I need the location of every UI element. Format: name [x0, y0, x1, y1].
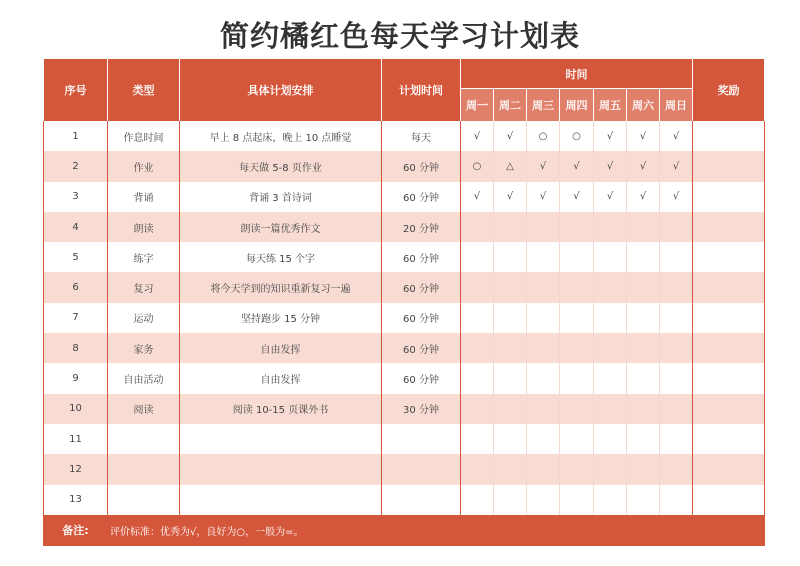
- cell-day-mark: [494, 454, 527, 484]
- cell-day-mark: [560, 212, 594, 242]
- header-index: 序号: [44, 59, 108, 121]
- cell-plan: [180, 485, 382, 515]
- cell-day-mark: √: [627, 182, 660, 212]
- cell-index: 10: [44, 394, 108, 424]
- cell-index: 11: [44, 424, 108, 454]
- cell-type: 作业: [108, 151, 180, 181]
- cell-day-mark: [461, 272, 494, 302]
- cell-day-mark: √: [594, 151, 627, 181]
- cell-reward: [693, 333, 765, 363]
- cell-day-mark: [627, 212, 660, 242]
- cell-index: 7: [44, 303, 108, 333]
- cell-day-mark: √: [560, 151, 594, 181]
- table-row: [44, 454, 765, 484]
- cell-plan: [180, 424, 382, 454]
- cell-day-mark: √: [494, 182, 527, 212]
- cell-day-mark: [660, 333, 693, 363]
- header-plan: 具体计划安排: [180, 59, 382, 121]
- cell-day-mark: [594, 333, 627, 363]
- cell-day-mark: [494, 485, 527, 515]
- cell-reward: [693, 394, 765, 424]
- cell-day-mark: √: [627, 151, 660, 181]
- cell-reward: [693, 363, 765, 393]
- table-row: [44, 272, 765, 302]
- cell-day-mark: [494, 242, 527, 272]
- cell-day-mark: [494, 333, 527, 363]
- cell-day-mark: [527, 303, 560, 333]
- cell-type: 朗读: [108, 212, 180, 242]
- cell-day-mark: [660, 242, 693, 272]
- cell-reward: [693, 121, 765, 151]
- table-row: [44, 424, 765, 454]
- header-day: 周三: [527, 89, 560, 122]
- cell-type: 自由活动: [108, 363, 180, 393]
- cell-day-mark: [494, 394, 527, 424]
- cell-day-mark: √: [560, 182, 594, 212]
- header-duration: 计划时间: [382, 59, 461, 121]
- cell-plan: 朗读一篇优秀作文: [180, 212, 382, 242]
- cell-day-mark: √: [627, 121, 660, 151]
- cell-day-mark: [594, 454, 627, 484]
- cell-day-mark: [660, 394, 693, 424]
- cell-day-mark: [627, 394, 660, 424]
- header-day: 周二: [494, 89, 527, 122]
- cell-day-mark: √: [494, 121, 527, 151]
- table-row: [44, 212, 765, 242]
- header-time: 时间: [461, 59, 693, 89]
- cell-day-mark: [627, 242, 660, 272]
- cell-reward: [693, 151, 765, 181]
- cell-day-mark: [461, 363, 494, 393]
- cell-index: 6: [44, 272, 108, 302]
- cell-day-mark: √: [660, 151, 693, 181]
- cell-duration: 20 分钟: [382, 212, 461, 242]
- cell-day-mark: [627, 303, 660, 333]
- cell-duration: [382, 454, 461, 484]
- cell-day-mark: [560, 454, 594, 484]
- table-row: [44, 333, 765, 363]
- cell-day-mark: [660, 363, 693, 393]
- cell-day-mark: [461, 303, 494, 333]
- table-row: [44, 182, 765, 212]
- cell-index: 13: [44, 485, 108, 515]
- table-row: [44, 303, 765, 333]
- cell-reward: [693, 272, 765, 302]
- cell-day-mark: [494, 424, 527, 454]
- cell-duration: 30 分钟: [382, 394, 461, 424]
- cell-duration: 60 分钟: [382, 272, 461, 302]
- cell-day-mark: √: [461, 121, 494, 151]
- cell-day-mark: ○: [527, 121, 560, 151]
- cell-day-mark: [660, 212, 693, 242]
- cell-day-mark: [627, 272, 660, 302]
- cell-day-mark: ○: [560, 121, 594, 151]
- cell-plan: 背诵 3 首诗词: [180, 182, 382, 212]
- cell-day-mark: [594, 485, 627, 515]
- cell-plan: 阅读 10-15 页课外书: [180, 394, 382, 424]
- cell-type: 复习: [108, 272, 180, 302]
- cell-duration: 60 分钟: [382, 303, 461, 333]
- cell-day-mark: [494, 303, 527, 333]
- header-day: 周一: [461, 89, 494, 122]
- cell-day-mark: √: [527, 182, 560, 212]
- cell-type: [108, 485, 180, 515]
- cell-day-mark: [627, 424, 660, 454]
- cell-duration: 60 分钟: [382, 151, 461, 181]
- cell-day-mark: [560, 363, 594, 393]
- cell-day-mark: √: [660, 121, 693, 151]
- table-header: [44, 59, 765, 121]
- cell-day-mark: [494, 272, 527, 302]
- header-day: 周四: [560, 89, 594, 122]
- cell-type: 练字: [108, 242, 180, 272]
- cell-day-mark: [527, 394, 560, 424]
- cell-day-mark: △: [494, 151, 527, 181]
- cell-reward: [693, 212, 765, 242]
- table-row: [44, 121, 765, 151]
- cell-day-mark: [494, 363, 527, 393]
- cell-type: 家务: [108, 333, 180, 363]
- cell-reward: [693, 182, 765, 212]
- plan-table: [43, 59, 765, 546]
- cell-duration: 60 分钟: [382, 242, 461, 272]
- cell-reward: [693, 424, 765, 454]
- cell-day-mark: [627, 485, 660, 515]
- cell-day-mark: [594, 363, 627, 393]
- cell-day-mark: [660, 485, 693, 515]
- cell-day-mark: [461, 485, 494, 515]
- table-row: [44, 242, 765, 272]
- cell-type: [108, 454, 180, 484]
- cell-day-mark: [527, 363, 560, 393]
- cell-duration: 每天: [382, 121, 461, 151]
- cell-reward: [693, 454, 765, 484]
- cell-duration: 60 分钟: [382, 182, 461, 212]
- cell-plan: 每天做 5-8 页作业: [180, 151, 382, 181]
- cell-index: 4: [44, 212, 108, 242]
- cell-day-mark: [660, 303, 693, 333]
- cell-index: 5: [44, 242, 108, 272]
- cell-index: 3: [44, 182, 108, 212]
- cell-day-mark: √: [527, 151, 560, 181]
- cell-day-mark: [560, 303, 594, 333]
- table-row: [44, 394, 765, 424]
- cell-duration: [382, 424, 461, 454]
- cell-day-mark: [560, 485, 594, 515]
- cell-day-mark: [560, 424, 594, 454]
- cell-day-mark: [461, 212, 494, 242]
- cell-day-mark: [660, 424, 693, 454]
- header-day: 周日: [660, 89, 693, 122]
- cell-day-mark: [627, 454, 660, 484]
- cell-day-mark: [560, 272, 594, 302]
- header-day: 周六: [627, 89, 660, 122]
- cell-duration: 60 分钟: [382, 333, 461, 363]
- cell-index: 8: [44, 333, 108, 363]
- cell-day-mark: [527, 212, 560, 242]
- table-footer: [44, 515, 765, 546]
- cell-reward: [693, 485, 765, 515]
- cell-type: 运动: [108, 303, 180, 333]
- header-reward: 奖励: [693, 59, 765, 121]
- cell-day-mark: [594, 212, 627, 242]
- cell-day-mark: [527, 272, 560, 302]
- cell-day-mark: [660, 272, 693, 302]
- cell-plan: [180, 454, 382, 484]
- cell-plan: 早上 8 点起床，晚上 10 点睡觉: [180, 121, 382, 151]
- cell-plan: 自由发挥: [180, 333, 382, 363]
- cell-day-mark: [527, 485, 560, 515]
- cell-day-mark: √: [660, 182, 693, 212]
- cell-day-mark: [594, 272, 627, 302]
- cell-day-mark: [560, 394, 594, 424]
- cell-type: 阅读: [108, 394, 180, 424]
- cell-day-mark: [560, 333, 594, 363]
- table-row: [44, 363, 765, 393]
- cell-day-mark: [461, 394, 494, 424]
- cell-plan: 将今天学到的知识重新复习一遍: [180, 272, 382, 302]
- cell-day-mark: [461, 242, 494, 272]
- cell-plan: 每天练 15 个字: [180, 242, 382, 272]
- cell-day-mark: √: [594, 121, 627, 151]
- cell-index: 12: [44, 454, 108, 484]
- cell-day-mark: [461, 333, 494, 363]
- note-label: 备注:: [44, 515, 108, 546]
- cell-day-mark: [594, 424, 627, 454]
- page-title: 简约橘红色每天学习计划表: [219, 19, 580, 53]
- header-type: 类型: [108, 59, 180, 121]
- cell-plan: 坚持跑步 15 分钟: [180, 303, 382, 333]
- cell-reward: [693, 242, 765, 272]
- cell-duration: 60 分钟: [382, 363, 461, 393]
- table-body: [44, 121, 765, 515]
- cell-day-mark: ○: [461, 151, 494, 181]
- cell-duration: [382, 485, 461, 515]
- header-day: 周五: [594, 89, 627, 122]
- cell-day-mark: √: [594, 182, 627, 212]
- cell-index: 1: [44, 121, 108, 151]
- cell-day-mark: [494, 212, 527, 242]
- cell-day-mark: [627, 333, 660, 363]
- cell-index: 9: [44, 363, 108, 393]
- cell-day-mark: [461, 424, 494, 454]
- table-row: [44, 485, 765, 515]
- cell-day-mark: [527, 333, 560, 363]
- cell-day-mark: [527, 242, 560, 272]
- cell-day-mark: [594, 394, 627, 424]
- cell-day-mark: [594, 242, 627, 272]
- cell-day-mark: √: [461, 182, 494, 212]
- cell-day-mark: [461, 454, 494, 484]
- cell-day-mark: [527, 424, 560, 454]
- note-text: 评价标准：优秀为√，良好为○，一般为=。: [108, 515, 765, 546]
- cell-plan: 自由发挥: [180, 363, 382, 393]
- table-row: [44, 151, 765, 181]
- cell-index: 2: [44, 151, 108, 181]
- cell-day-mark: [594, 303, 627, 333]
- cell-type: 作息时间: [108, 121, 180, 151]
- cell-type: [108, 424, 180, 454]
- cell-day-mark: [627, 363, 660, 393]
- cell-day-mark: [527, 454, 560, 484]
- cell-day-mark: [560, 242, 594, 272]
- cell-type: 背诵: [108, 182, 180, 212]
- cell-day-mark: [660, 454, 693, 484]
- cell-reward: [693, 303, 765, 333]
